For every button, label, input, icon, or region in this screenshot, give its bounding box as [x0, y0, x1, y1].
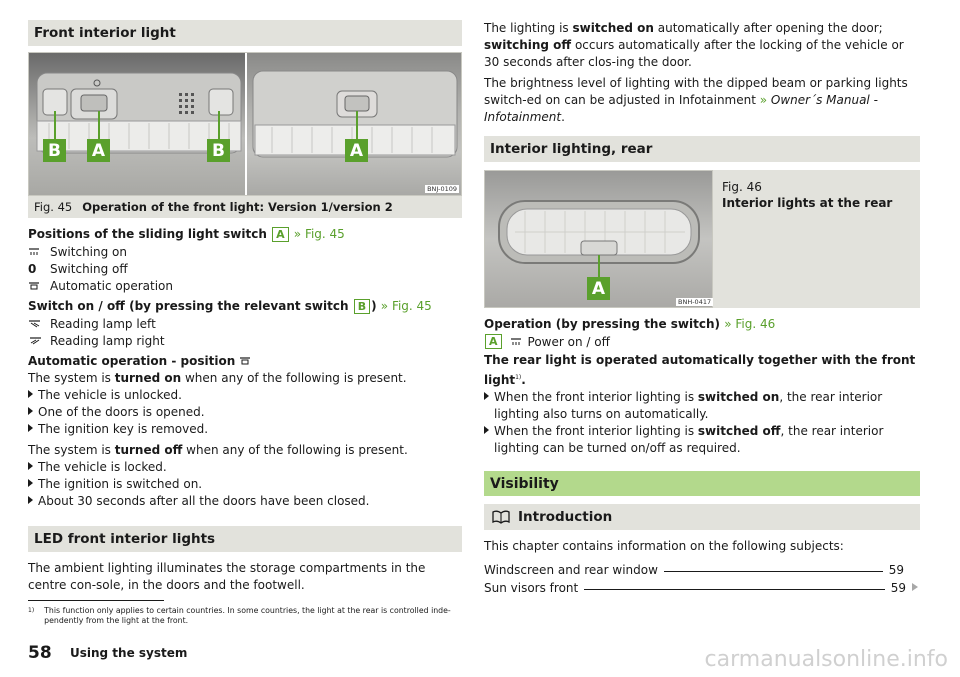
sliding-item-on-label: Switching on	[50, 244, 127, 259]
rear-auto-end: .	[521, 373, 526, 387]
heading-led-text: LED front interior lights	[34, 531, 216, 547]
turned-off-paragraph	[28, 442, 462, 459]
figure-45-label-b-2: B	[207, 139, 230, 162]
key-a-box: A	[272, 227, 289, 242]
watermark: carmanualsonline.info	[704, 647, 948, 672]
page-number: 58	[28, 643, 52, 663]
p2-c: .	[561, 110, 565, 124]
footnote-text: This function only applies to certain countries. In some countries, the light at the rear is controlled inde-pendently from the light at the front.	[44, 606, 451, 625]
figure-45-label-a-2: A	[345, 139, 368, 162]
sliding-item-auto-label: Automatic operation	[50, 278, 173, 293]
heading-rear-text: Interior lighting, rear	[490, 141, 653, 157]
rear-operation-label: Power on / off	[527, 334, 610, 349]
automatic-heading	[28, 353, 462, 370]
rear-b1-a: When the front interior lighting is	[494, 390, 698, 404]
front-light-v2-illustration	[247, 53, 462, 195]
brightness-paragraph	[484, 75, 920, 126]
footnote-mark: 1)	[28, 607, 35, 614]
fig-45-link-2[interactable]: » Fig. 45	[380, 299, 432, 313]
rear-b2-a: When the front interior lighting is	[494, 424, 698, 438]
fig-45-link[interactable]: » Fig. 45	[293, 227, 345, 241]
led-paragraph: The ambient lighting illuminates the storage compartments in the centre con-sole, in the doors and the footwell.	[28, 561, 426, 592]
figure-45-label-a-1: A	[87, 139, 110, 162]
figure-45-label-b-1: B	[43, 139, 66, 162]
bullet-triangle-icon	[28, 462, 33, 470]
toc-list	[484, 559, 920, 595]
p1-e: occurs automatically after the locking of the vehicle or 30 seconds after clos-ing the door.	[484, 38, 904, 69]
front-light-v1-illustration	[29, 53, 245, 195]
on-bullet-3-text: The ignition key is removed.	[38, 422, 209, 436]
toc-item-page[interactable]: 59	[890, 581, 906, 595]
p1-b: switched on	[572, 21, 654, 35]
figure-46-label-a: A	[587, 277, 610, 300]
off-bullet-3-text: About 30 seconds after all the doors have been closed.	[38, 494, 370, 508]
p2-a: The brightness level of lighting with the dipped beam or parking lights switch-ed on can be adjusted in Infotainment	[484, 76, 908, 107]
bullet-triangle-icon	[28, 390, 33, 398]
bullet-triangle-icon	[28, 479, 33, 487]
section-heading-visibility	[484, 471, 920, 496]
rear-b1-c: , the rear interior lighting also turns on automatically.	[494, 390, 883, 421]
door-contact-icon	[28, 281, 50, 291]
figure-45-title: Operation of the front light: Version 1/version 2	[82, 200, 393, 214]
door-contact-icon	[239, 356, 251, 366]
zero-icon: 0	[28, 261, 37, 276]
book-icon	[492, 510, 510, 524]
rear-bullet-1	[484, 389, 920, 423]
reading-lamp-right-icon	[28, 336, 50, 346]
heading-introduction-text: Introduction	[518, 509, 613, 525]
figure-46-caption	[722, 179, 892, 211]
toc-item-title[interactable]: Sun visors front	[484, 581, 579, 595]
toc-item[interactable]	[484, 577, 920, 595]
heading-text: Front interior light	[34, 25, 176, 41]
off-bullet-3	[28, 493, 462, 510]
rear-b2-c: , the rear interior lighting can be turned on/off as required.	[494, 424, 884, 455]
toc-item-title[interactable]: Windscreen and rear window	[484, 563, 658, 577]
light-on-icon	[510, 337, 524, 347]
figure-45	[28, 52, 462, 196]
figure-46	[484, 170, 920, 308]
heading-visibility-text: Visibility	[490, 475, 559, 492]
off-bold: turned off	[114, 443, 183, 457]
footnote-divider	[28, 600, 164, 601]
off-bullet-2	[28, 476, 462, 493]
bullet-triangle-icon	[28, 407, 33, 415]
continue-arrow-icon	[910, 582, 920, 592]
on-bullet-2	[28, 404, 462, 421]
page-section-title: Using the system	[70, 646, 188, 660]
on-bullet-3	[28, 421, 462, 438]
automatic-section	[28, 353, 462, 510]
automatic-heading-text: Automatic operation - position	[28, 354, 236, 368]
figure-45-number: Fig. 45	[34, 200, 73, 214]
sliding-item-off	[28, 260, 462, 277]
infotainment-link-arrow[interactable]: »	[759, 93, 768, 107]
auto-lighting-paragraph	[484, 20, 920, 71]
p1-d: switching off	[484, 38, 572, 52]
section-heading-front-light	[28, 20, 462, 46]
toc-leader	[664, 571, 883, 572]
footnote	[28, 606, 462, 626]
p1-a: The lighting is	[484, 21, 573, 35]
bullet-triangle-icon	[484, 426, 489, 434]
off-pre: The system is	[28, 443, 115, 457]
on-bullet-1	[28, 387, 462, 404]
footnote-marker[interactable]: 1)	[515, 374, 522, 381]
press-item-left-label: Reading lamp left	[50, 316, 156, 331]
press-close-paren: )	[371, 299, 377, 313]
off-post: when any of the following is present.	[182, 443, 408, 457]
section-heading-led	[28, 526, 462, 552]
section-heading-rear	[484, 136, 920, 162]
sliding-switch-intro	[28, 226, 462, 243]
on-bullet-2-text: One of the doors is opened.	[38, 405, 205, 419]
press-item-right-label: Reading lamp right	[50, 333, 165, 348]
figure-45-caption	[28, 196, 462, 218]
op-intro-text: Operation (by pressing the switch)	[484, 317, 721, 331]
section-heading-introduction	[484, 504, 920, 530]
off-bullet-1	[28, 459, 462, 476]
off-bullet-2-text: The ignition is switched on.	[38, 477, 203, 491]
rear-b2-b: switched off	[697, 424, 781, 438]
off-bullet-1-text: The vehicle is locked.	[38, 460, 167, 474]
right-column	[484, 20, 920, 595]
reading-lamp-left-icon	[28, 319, 50, 329]
rear-operation-intro	[484, 316, 920, 333]
figure-46-code: BNH-0417	[678, 298, 712, 306]
bullet-triangle-icon	[28, 496, 33, 504]
figure-45-photo-version-1	[29, 53, 245, 195]
press-item-left	[28, 315, 462, 332]
press-item-right	[28, 332, 462, 349]
press-switch-section	[28, 298, 462, 349]
rear-bullet-2	[484, 423, 920, 457]
figure-45-photo-version-2	[247, 53, 462, 195]
on-pre: The system is	[28, 371, 115, 385]
on-bold: turned on	[114, 371, 182, 385]
on-post: when any of the following is present.	[181, 371, 407, 385]
light-on-icon	[28, 247, 50, 257]
infotainment-manual-ref: Owner´s Manual - Infotainment	[484, 93, 878, 124]
sliding-intro-text: Positions of the sliding light switch	[28, 227, 267, 241]
sliding-item-off-label: Switching off	[50, 261, 128, 276]
fig-46-link[interactable]: » Fig. 46	[724, 317, 776, 331]
sliding-item-on	[28, 243, 462, 260]
bullet-triangle-icon	[28, 424, 33, 432]
turned-on-paragraph	[28, 370, 462, 387]
intro-paragraph: This chapter contains information on the following subjects:	[484, 539, 844, 553]
left-column	[28, 20, 462, 594]
rear-auto-paragraph	[484, 352, 920, 389]
sliding-item-auto	[28, 277, 462, 294]
figure-46-number: Fig. 46	[722, 180, 762, 194]
press-intro-text: Switch on / off (by pressing the relevant switch	[28, 299, 349, 313]
bullet-triangle-icon	[484, 392, 489, 400]
toc-leader	[584, 589, 885, 590]
p1-c: automatically after opening the door;	[653, 21, 883, 35]
toc-item-page[interactable]: 59	[888, 563, 904, 577]
rear-operation-item	[484, 333, 920, 350]
rear-b1-b: switched on	[697, 390, 780, 404]
sliding-switch-section	[28, 226, 462, 294]
on-bullet-1-text: The vehicle is unlocked.	[38, 388, 182, 402]
key-a-box-rear: A	[485, 334, 502, 349]
toc-item[interactable]	[484, 559, 920, 577]
press-switch-intro	[28, 298, 462, 315]
figure-45-code: BNJ-0109	[427, 185, 457, 193]
key-b-box: B	[354, 299, 370, 314]
rear-auto-text: The rear light is operated automatically together with the front light	[484, 353, 916, 387]
figure-46-title: Interior lights at the rear	[722, 196, 893, 210]
